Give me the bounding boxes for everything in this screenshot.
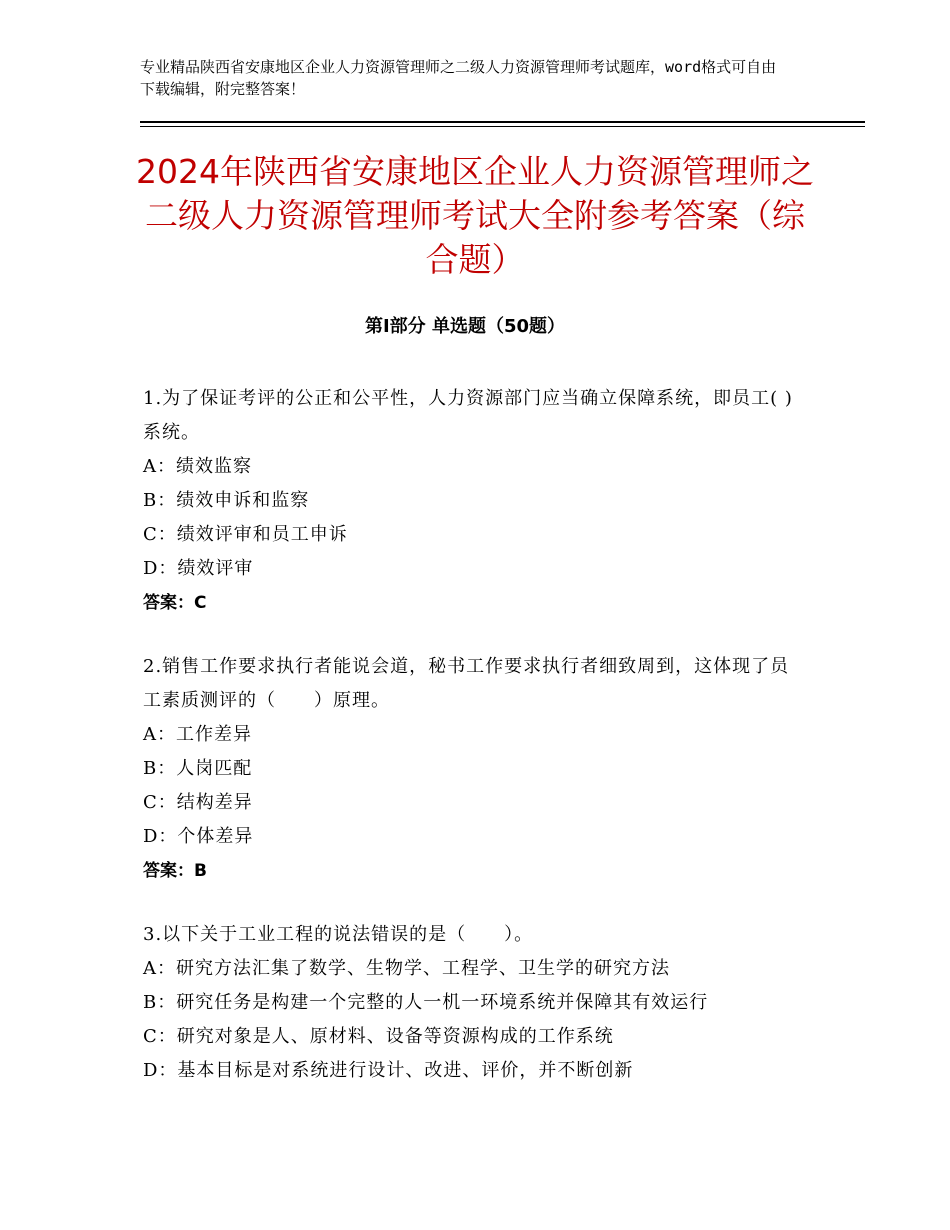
option-c: C：研究对象是人、原材料、设备等资源构成的工作系统 [143,1026,614,1047]
question-stem: 1.为了保证考评的公正和公平性，人力资源部门应当确立保障系统，即员工( )系统。 [143,388,793,443]
question-2 [143,650,803,888]
option-a: A：工作差异 [143,724,252,745]
option-d: D：基本目标是对系统进行设计、改进、评价，并不断创新 [143,1060,634,1081]
option-b: B：研究任务是构建一个完整的人一机一环境系统并保障其有效运行 [143,992,709,1013]
option-b: B：人岗匹配 [143,758,253,779]
question-stem: 3.以下关于工业工程的说法错误的是（ ）。 [143,924,534,945]
option-d: D：个体差异 [143,826,254,847]
question-1 [143,382,803,620]
document-title: 2024年陕西省安康地区企业人力资源管理师之二级人力资源管理师考试大全附参考答案（综合题） [136,152,814,279]
header-rule-thick [140,121,865,123]
header-note: 专业精品陕西省安康地区企业人力资源管理师之二级人力资源管理师考试题库，word格式可自由下载编辑，附完整答案！ [140,58,777,98]
header-rule-thin [140,126,865,127]
section-title: 第Ⅰ部分 单选题（50题） [364,316,565,337]
option-d: D：绩效评审 [143,558,254,579]
question-3 [143,918,803,1088]
answer-line: 答案：B [143,861,207,881]
answer-line: 答案：C [143,593,207,613]
option-a: A：研究方法汇集了数学、生物学、工程学、卫生学的研究方法 [143,958,670,979]
option-a: A：绩效监察 [143,456,252,477]
option-c: C：绩效评审和员工申诉 [143,524,348,545]
question-stem: 2.销售工作要求执行者能说会道，秘书工作要求执行者细致周到，这体现了员工素质测评的（ ）原理。 [143,656,790,711]
question-list [143,382,803,1118]
option-b: B：绩效申诉和监察 [143,490,310,511]
option-c: C：结构差异 [143,792,253,813]
